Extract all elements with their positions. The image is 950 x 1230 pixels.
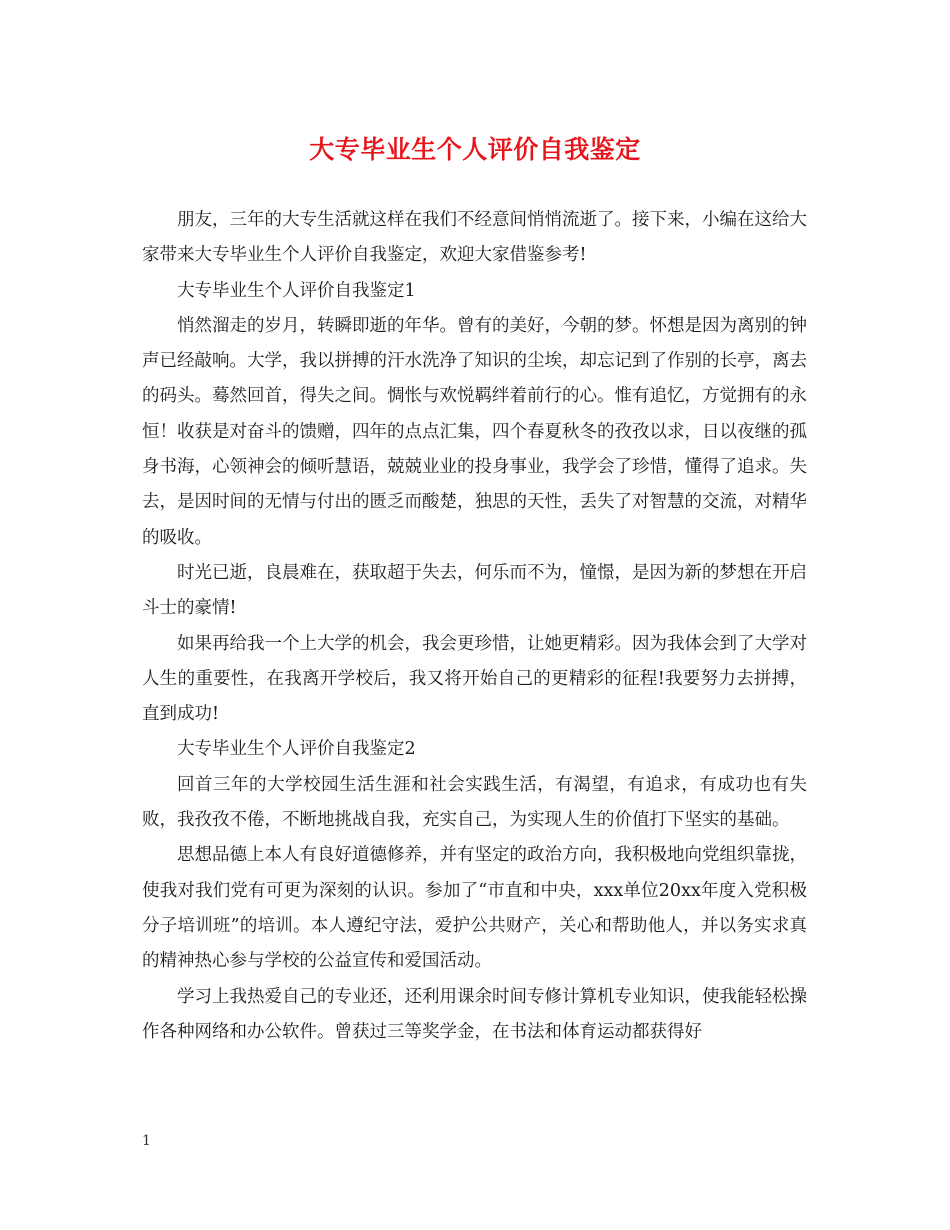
body-paragraph: 如果再给我一个上大学的机会，我会更珍惜，让她更精彩。因为我体会到了大学对人生的重要性，在我离开学校后，我又将开始自己的更精彩的征程!我要努力去拼搏，直到成功! (142, 633, 807, 725)
page-number: 1 (142, 1133, 151, 1149)
body-paragraph: 思想品德上本人有良好道德修养，并有坚定的政治方向，我积极地向党组织靠拢，使我对我们党有可更为深刻的认识。参加了“市直和中央，xxx单位20xx年度入党积极分子培训班”的培训。本人遵纪守法，爱护公共财产，关心和帮助他人，并以务实求真的精神热心参与学校的公益宣传和爱国活动。 (142, 845, 807, 972)
section-heading-1: 大专毕业生个人评价自我鉴定1 (177, 280, 416, 301)
document-title: 大专毕业生个人评价自我鉴定 (309, 135, 641, 164)
body-paragraph: 时光已逝，良晨难在，获取超于失去，何乐而不为，憧憬，是因为新的梦想在开启斗士的豪情! (142, 562, 807, 619)
body-paragraph: 悄然溜走的岁月，转瞬即逝的年华。曾有的美好，今朝的梦。怀想是因为离别的钟声已经敲响。大学，我以拼搏的汗水洗净了知识的尘埃，却忘记到了作别的长亭，离去的码头。蓦然回首，得失之间。惆怅与欢悦羁绊着前行的心。惟有追忆，方觉拥有的永恒！收获是对奋斗的馈赠，四年的点点汇集，四个春夏秋冬的孜孜以求，日以夜继的孤身书海，心领神会的倾听慧语，兢兢业业的投身事业，我学会了珍惜，懂得了追求。失去，是因时间的无情与付出的匮乏而酸楚，独思的天性，丢失了对智慧的交流，对精华的吸收。 (142, 315, 807, 548)
section-heading-2: 大专毕业生个人评价自我鉴定2 (177, 739, 416, 760)
document-body (142, 203, 807, 1050)
body-paragraph: 学习上我热爱自己的专业还，还利用课余时间专修计算机专业知识，使我能轻松操作各种网络和办公软件。曾获过三等奖学金，在书法和体育运动都获得好 (142, 986, 807, 1042)
body-paragraph: 回首三年的大学校园生活生涯和社会实践生活，有渴望，有追求，有成功也有失败，我孜孜不倦，不断地挑战自我，充实自己，为实现人生的价值打下坚实的基础。 (142, 774, 807, 831)
intro-paragraph: 朋友，三年的大专生活就这样在我们不经意间悄悄流逝了。接下来，小编在这给大家带来大专毕业生个人评价自我鉴定，欢迎大家借鉴参考! (142, 210, 807, 266)
